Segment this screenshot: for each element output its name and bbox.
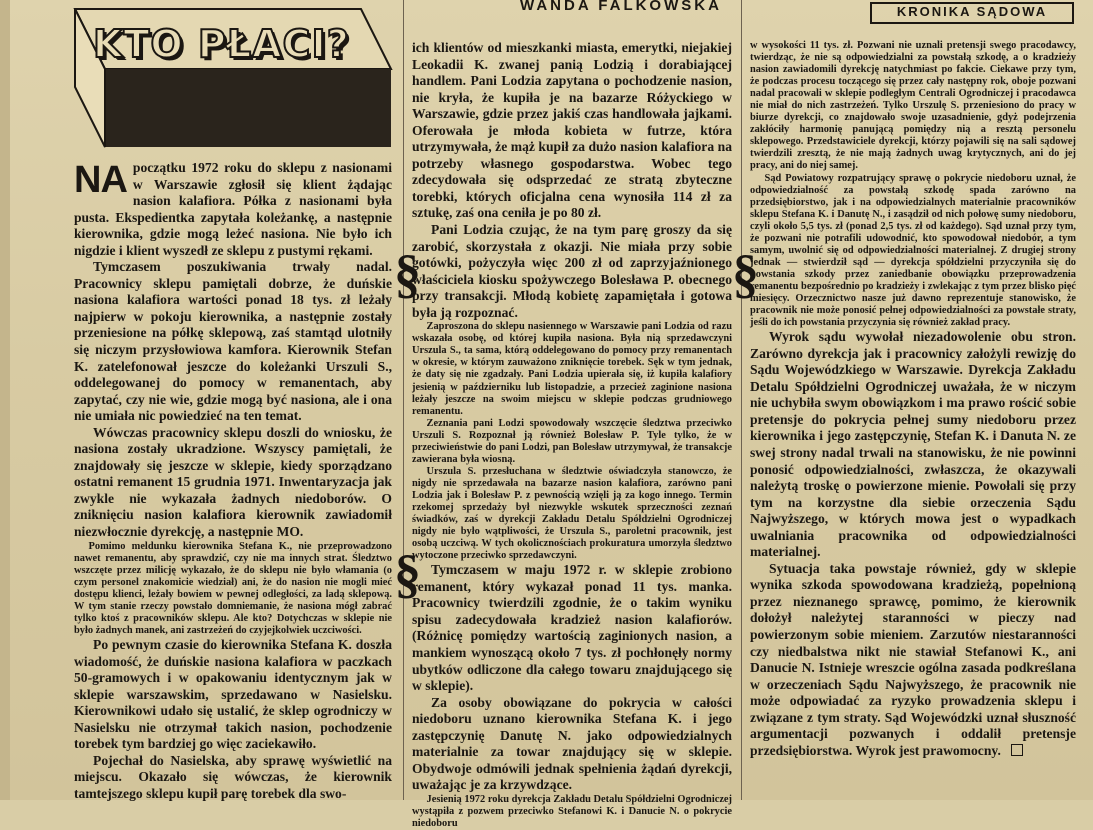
article-paragraph: Tymczasem w maju 1972 r. w sklepie zrobiono remanent, który wykazał ponad 11 tys. manka. Pracownicy twierdzili zgodnie, że o takim wyniku spisu zadecydowała kradzież nasion kalafiorów. (Różnicę pomiędzy wartością zaginionych nasion, a mankiem wynoszącą około 7 tys. zł pochłonęły normy ubytków odliczone dla całego towaru znajdującego się w sklepie). xyxy=(412,562,732,694)
section-mark-icon: § xyxy=(732,244,759,304)
column-divider xyxy=(403,0,404,800)
article-paragraph: Jesienią 1972 roku dyrekcja Zakładu Detalu Spółdzielni Ogrodniczej wystąpiła z pozwem przeciwko Stefanowi K. i Danucie N. o pokrycie niedoboru xyxy=(412,793,732,829)
title-box xyxy=(73,7,393,152)
section-mark-icon: § xyxy=(394,244,421,304)
article-paragraph: Pojechał do Nasielska, aby sprawę wyświetlić na miejscu. Okazało się wówczas, że kierownik tamtejszego sklepu kupił parę torebek dla swo- xyxy=(74,752,392,801)
article-paragraph: początku 1972 roku do sklepu z nasionami w Warszawie zgłosił się klient żądając nasion kalafiora. Półka z nasionami była pusta. Ekspedientka zapytała koleżankę, a następnie kierownika, gdzie mogą leżeć nasiona. Nie było ich nigdzie i klient wyszedł ze sklepu z pustymi rękami. xyxy=(74,160,392,258)
article-paragraph: Po pewnym czasie do kierownika Stefana K. doszła wiadomość, że duńskie nasiona kalafiora w paczkach 50-gramowych i w opakowaniu identycznym jak w sklepie warszawskim, sprzedawano w Nasielsku. Kierownikowi udało się ustalić, że sklep ogrodniczy w Nasielsku nie otrzymał takich nasion, pochodzenie torebek tym bardziej go więc zaciekawiło. xyxy=(74,636,392,752)
page-fold-shadow xyxy=(0,0,10,800)
article-paragraph: Urszula S. przesłuchana w śledztwie oświadczyła stanowczo, że nigdy nie sprzedawała na bazarze nasion kalafiora, zarówno pani Lodzia jak i Bolesław P. z pewnością wzięli ją za kogo innego. Termin rzekomej sprzedaży był niezwykle wskutek sprzeczności zeznań świadków, zaś w dyrekcji Zakładu Detalu Spółdzielni Ogrodniczej nigdy nie było wątpliwości, że Urszula S., paroletni pracownik, jest osobą uczciwą. W tych okolicznościach prokuratura umorzyła śledztwo wytoczone przeciwko sprzedawczyni. xyxy=(412,465,732,562)
article-paragraph: Zaproszona do sklepu nasiennego w Warszawie pani Lodzia od razu wskazała osobę, od której kupiła nasiona. Była nią sprzedawczyni Urszula S., ta sama, którą oddelegowano do pomocy przy remanentach w okresie, w którym zauważono zniknięcie torebek. Sęk w tym jednak, że daty się nie zgadzały. Pani Lodzia upierała się, iż kupiła kalafiory jesienią w październiku lub listopadzie, a przecież zaginione nasiona leżały jeszcze na swoim miejscu w sklepie podczas grudniowego remanentu. xyxy=(412,321,732,417)
article-paragraph: Za osoby obowiązane do pokrycia w całości niedoboru uznano kierownika Stefana K. i jego zastępczynię Danutę N. jako odpowiedzialnych materialnie za towar znajdujący się w sklepie. Obydwoje odmówili jednak spełnienia żądań dyrekcji, uważając je za krzywdzące. xyxy=(412,694,732,793)
article-paragraph: Pani Lodzia czując, że na tym parę groszy da się zarobić, skorzystała z okazji. Nie miała przy sobie gotówki, pożyczyła więc 200 zł od zaprzyjaźnionego właściciela kiosku spożywczego Bolesława P. obecnego przy transakcji. Młodą kobietę zapamiętała i gotowa była ją rozpoznać. xyxy=(412,222,732,320)
article-column-1 xyxy=(74,160,392,800)
end-mark-icon xyxy=(1011,744,1023,756)
article-paragraph: Wyrok sądu wywołał niezadowolenie obu stron. Zarówno dyrekcja jak i pracownicy założyli rewizję do Sądu Wojewódzkiego w Warszawie. Dyrekcja Zakładu Detalu Spółdzielni Ogrodniczej uważała, że w niczym nie uchybiła swym obowiązkom i ma prawo rościć sobie pretensje do pokrycia pełnej sumy niedoboru przez kierownika i jego zastępczynię, Stefan K. i Danuta N. ze swej strony nadal trwali na stanowisku, że nie powinni ponosić odpowiedzialności, zwłaszcza, że okazywali należytą troskę o powierzone mienie. Powołali się przy tym na korzystne dla siebie orzeczenia Sądu Najwyższego, w których mowa jest o wypadkach uwalniania pracownika od odpowiedzialności materialnej. xyxy=(750,329,1076,560)
section-mark-icon: § xyxy=(394,544,421,604)
lead-initial: NA xyxy=(74,159,127,201)
author-byline: WANDA FALKOWSKA xyxy=(520,0,722,14)
article-paragraph: ich klientów od mieszkanki miasta, emerytki, niejakiej Leokadii K. zwanej panią Lodzią i dorabiającej handlem. Pani Lodzia zapytana o pochodzenie nasion, nie kryła, że kupiła je na bazarze Różyckiego w Warszawie, gdzie przez jakiś czas handlowała jajkami. Oferowała je młoda kobieta w futrze, która utrzymywała, że mąż kupił za dużo nasion kalafiora na potrzeby własnego gospodarstwa. Wobec tego zdecydowała się odsprzedać ze stratą zbyteczne torebki, których oficjalna cena wynosiła 114 zł za sztukę, zaś ona ceniła je po 80 zł. xyxy=(412,40,732,221)
article-column-2 xyxy=(412,40,732,829)
article-paragraph: Sytuacja taka powstaje również, gdy w sklepie wynika szkoda spowodowana kradzieżą, popełnioną przez nieznanego sprawcę, pomimo, że kierownik dołożył należytej staranności w pieczy nad powierzonym sobie mieniem. Zarzutów niestaranności czy niedbalstwa nikt nie stawiał Stefanowi K., ani Danucie N. Istnieje wreszcie ogólna zasada podkreślana w orzeczeniach Sądu Najwyższego, że pracownik nie może odpowiadać za ryzyko prowadzenia sklepu i związane z tym straty. Sąd Wojewódzki uznał słuszność argumentacji pozwanych i oddalił pretensje przedsiębiorstwa. Wyrok jest prawomocny. xyxy=(750,560,1076,758)
article-title: KTO PŁACI? xyxy=(93,22,350,66)
column-divider xyxy=(741,0,742,800)
article-column-3 xyxy=(750,40,1076,800)
article-paragraph: Zeznania pani Lodzi spowodowały wszczęcie śledztwa przeciwko Urszuli S. Rozpoznał ją również Bolesław P. Tyle tylko, że w przeciwieństwie do pani Lodzi, pan Bolesław utrzymywał, że transakcje zawierana była wiosną. xyxy=(412,417,732,465)
article-paragraph: w wysokości 11 tys. zł. Pozwani nie uznali pretensji swego pracodawcy, twierdząc, że nie są odpowiedzialni za powstałą szkodę, a o kradzieży nasion zawiadomili dyrekcję natychmiast po fakcie. Ciekawe przy tym, że podczas procesu toczącego się przez cały następny rok, oboje pozwani nadal pracowali w sklepie podległym Centrali Ogrodniczej i pracodawca nie miał do nich zastrzeżeń. Tylko Urszulę S. przeniesiono do pracy w biurze dyrekcji, co znajdowało swoje uzasadnienie, gdyż podejrzenia zakłóciły harmonię panującą pomiędzy nią a resztą personelu sklepowego. Przedstawiciele dyrekcji, którzy pojawili się na sali sądowej twierdzili zresztą, że nie mają żadnych uwag krytycznych, ani do jej pracy, ani do niej samej. xyxy=(750,40,1076,172)
article-paragraph: Wówczas pracownicy sklepu doszli do wniosku, że nasiona zostały ukradzione. Wszyscy pamiętali, że znajdowały się jeszcze w sklepie, kiedy sporządzano ostatni remanent 15 grudnia 1971. Inwentaryzacja jak zwykle nie wykazała żadnych niedoborów. O zniknięciu nasion kalafiora kierownik zawiadomił niezwłocznie dyrekcję, a następnie MO. xyxy=(74,424,392,540)
article-paragraph: Tymczasem poszukiwania trwały nadal. Pracownicy sklepu pamiętali dobrze, że duńskie nasiona kalafiora wartości ponad 18 tys. zł leżały najpierw w pokoju kierownika, a następnie zostały przeniesione na półkę sklepową, zaś stamtąd ulotniły się niczym przysłowiowa kamfora. Kierownik Stefan K. zatelefonował jeszcze do koleżanki Urszuli S., oddelegowanej do pomocy w remanentach, aby zapytać, czy nie wie, gdzie mogą być nasiona, ale i ona nie umiała nic powiedzieć na ten temat. xyxy=(74,259,392,424)
article-paragraph: Sąd Powiatowy rozpatrujący sprawę o pokrycie niedoboru uznał, że odpowiedzialność za powstałą szkodę spada zarówno na przedsiębiorstwo, jak i na odpowiedzialnych materialnie pracowników sklepu Stefana K. i Danutę N., i zasądził od nich połowę sumy niedoboru, czyli około 5,5 tys. zł (ponad 2,5 tys. zł od każdego). Sąd uznał przy tym, że pozwani nie potrafili udowodnić, kto spowodował niedobór, a tym samym, uwolnić się od odpowiedzialności materialnej. Z drugiej strony jednak — stwierdził sąd — dyrekcja spółdzielni przyczyniła się do powstania szkody przez zaniedbanie obowiązku przeprowadzenia remanentu bezpośrednio po kradzieży i zwlekając z tym przez blisko pięć miesięcy. Orzecznictwo nasze już dawno reprezentuje stanowisko, że pracownik nie może ponosić pełnej odpowiedzialności za powstałe straty, jeśli do ich powstania przyczynia się również zakład pracy. xyxy=(750,172,1076,329)
section-label: KRONIKA SĄDOWA xyxy=(870,2,1074,24)
article-paragraph: Pomimo meldunku kierownika Stefana K., nie przeprowadzono nawet remanentu, aby sprawdzić, czy nie ma innych strat. Śledztwo wszczęte przez milicję wykazało, że do sklepu nie było włamania (o czym personel znakomicie wiedział) ani, że do nasion nie mogli mieć dostępu klienci, leżały bowiem w pewnej odległości, za ladą sklepową. W tym stanie rzeczy powstało domniemanie, że nasiona mógł zabrać tylko ktoś z pracowników sklepu. Ale kto? Dotychczas w sklepie nie było żadnych manek, ani zastrzeżeń do czyjejkolwiek uczciwości. xyxy=(74,540,392,636)
